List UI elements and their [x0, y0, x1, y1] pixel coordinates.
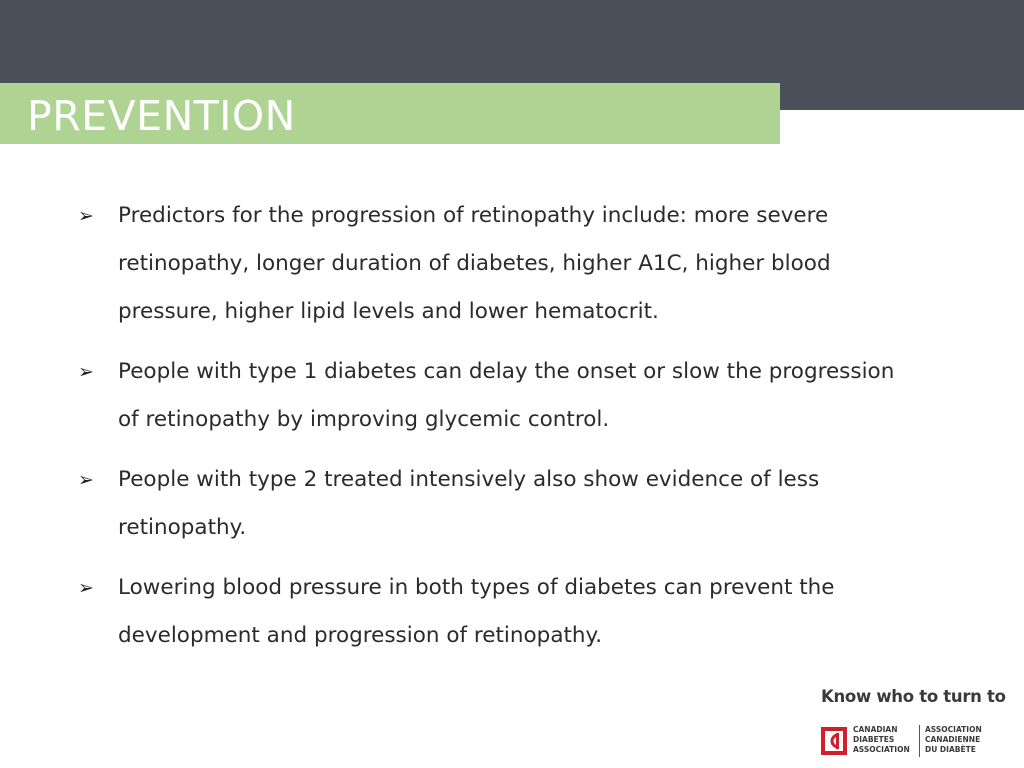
bullet-item — [78, 348, 908, 444]
logo-line: ASSOCIATION — [925, 725, 982, 734]
bullet-text: People with type 1 diabetes can delay the onset or slow the progression of retinopathy by improving glycemic control. — [118, 359, 895, 432]
logo-line: CANADIAN — [853, 725, 898, 734]
logo-text-english — [853, 725, 917, 755]
logo-line: DIABETES — [853, 735, 895, 744]
bullet-item — [78, 564, 908, 660]
tagline: Know who to turn to — [821, 687, 1006, 706]
logo-line: DU DIABÈTE — [925, 745, 976, 754]
slide-title: PREVENTION — [27, 92, 296, 140]
logo-line: ASSOCIATION — [853, 745, 910, 754]
association-logo — [815, 685, 1005, 765]
arrow-bullet-icon: ➢ — [78, 577, 94, 599]
logo-line: CANADIENNE — [925, 735, 981, 744]
cda-logo-icon — [821, 727, 847, 755]
logo-divider — [919, 725, 920, 757]
bullet-text: People with type 2 treated intensively also show evidence of less retinopathy. — [118, 467, 820, 540]
arrow-bullet-icon: ➢ — [78, 469, 94, 491]
bullet-list — [78, 192, 908, 672]
arrow-bullet-icon: ➢ — [78, 361, 94, 383]
logo-text-french — [925, 725, 995, 755]
bullet-text: Predictors for the progression of retinopathy include: more severe retinopathy, longer duration of diabetes, higher A1C, higher blood pressure, higher lipid levels and lower hematocrit. — [118, 203, 831, 324]
bullet-text: Lowering blood pressure in both types of diabetes can prevent the development and progression of retinopathy. — [118, 575, 835, 648]
arrow-bullet-icon: ➢ — [78, 205, 94, 227]
bullet-item — [78, 192, 908, 336]
bullet-item — [78, 456, 908, 552]
